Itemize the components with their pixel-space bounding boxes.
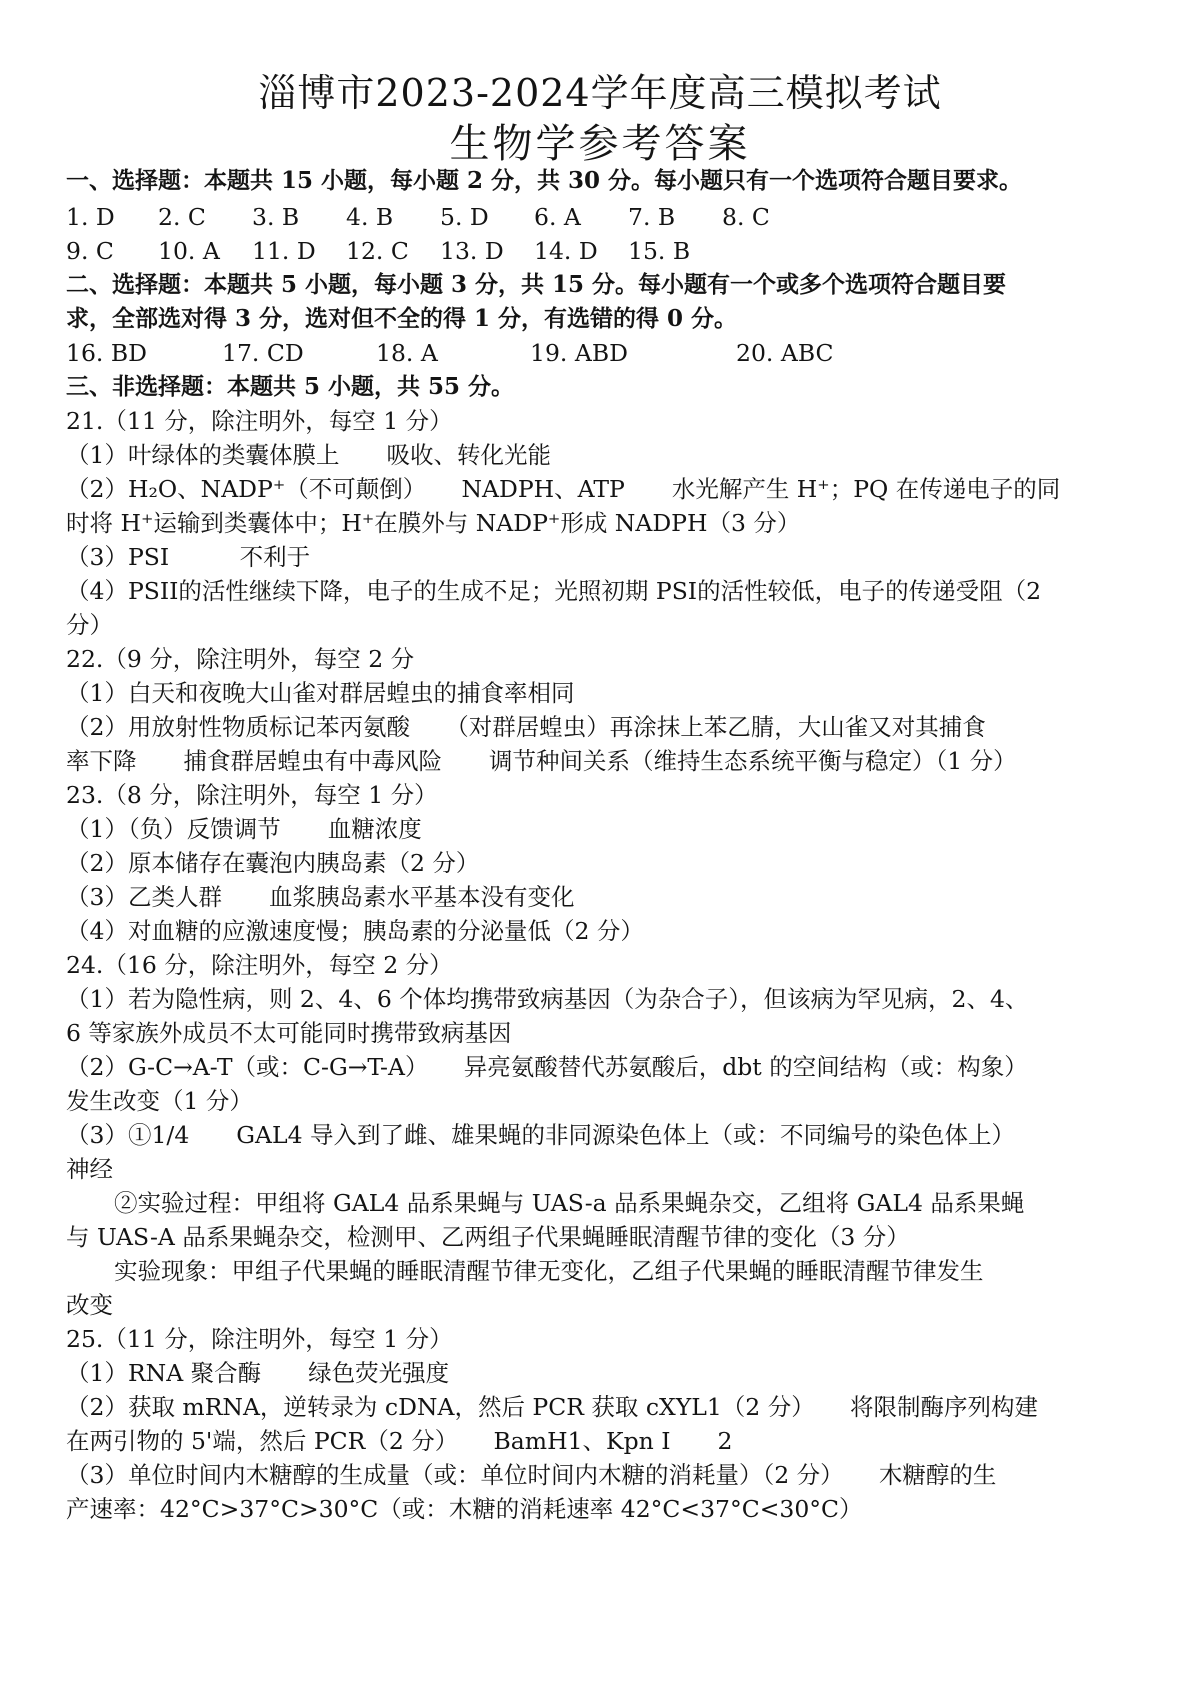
answer-item: 8. C [722,203,770,231]
q24-part1-cont: 6 等家族外成员不太可能同时携带致病基因 [66,1019,512,1047]
q21-part1: （1）叶绿体的类囊体膜上 吸收、转化光能 [66,441,551,469]
section2-heading-line2: 求，全部选对得 3 分，选对但不全的得 1 分，有选错的得 0 分。 [66,305,738,332]
section2-heading-line1: 二、选择题：本题共 5 小题，每小题 3 分，共 15 分。每小题有一个或多个选项符合题目要 [66,271,1007,298]
q24-part3: （3）①1/4 GAL4 导入到了雌、雄果蝇的非同源染色体上（或：不同编号的染色体上） [66,1121,1016,1149]
section3-heading: 三、非选择题：本题共 5 小题，共 55 分。 [66,373,515,400]
answer-item: 19. ABD [530,339,628,367]
page-title: 淄博市2023-2024学年度高三模拟考试 [258,71,942,115]
answer-item: 9. C [66,237,114,265]
q21-part2-cont: 时将 H⁺运输到类囊体中；H⁺在膜外与 NADP⁺形成 NADPH（3 分） [66,509,801,537]
q21-part3: （3）PSI 不利于 [66,543,311,571]
answer-item: 2. C [158,203,206,231]
answer-item: 3. B [252,203,300,231]
q24-header: 24.（16 分，除注明外，每空 2 分） [66,951,453,979]
q23-part3: （3）乙类人群 血浆胰岛素水平基本没有变化 [66,883,575,911]
answer-item: 10. A [158,237,220,265]
answer-item: 13. D [440,237,504,265]
q24-experiment-result: 实验现象：甲组子代果蝇的睡眠清醒节律无变化，乙组子代果蝇的睡眠清醒节律发生 [114,1257,984,1285]
q24-experiment-result-cont: 改变 [66,1291,113,1319]
q25-part3: （3）单位时间内木糖醇的生成量（或：单位时间内木糖的消耗量）（2 分） 木糖醇的生 [66,1461,997,1489]
page-subtitle: 生物学参考答案 [449,121,751,167]
q25-header: 25.（11 分，除注明外，每空 1 分） [66,1325,453,1353]
answer-item: 20. ABC [736,339,834,367]
answer-item: 18. A [376,339,438,367]
answer-item: 6. A [534,203,581,231]
q24-part2-cont: 发生改变（1 分） [66,1087,253,1115]
q24-experiment-process-cont: 与 UAS-A 品系果蝇杂交，检测甲、乙两组子代果蝇睡眠清醒节律的变化（3 分） [66,1223,910,1251]
q22-part2-cont: 率下降 捕食群居蝗虫有中毒风险 调节种间关系（维持生态系统平衡与稳定）（1 分） [66,747,1017,775]
q21-part4-cont: 分） [66,611,113,639]
answer-item: 1. D [66,203,115,231]
q21-part4: （4）PSII的活性继续下降，电子的生成不足；光照初期 PSI的活性较低，电子的传递受阻（2 [66,577,1042,605]
answer-item: 5. D [440,203,489,231]
q25-part2: （2）获取 mRNA，逆转录为 cDNA，然后 PCR 获取 cXYL1（2 分） 将限制酶序列构建 [66,1393,1038,1421]
q24-experiment-process: ②实验过程：甲组将 GAL4 品系果蝇与 UAS-a 品系果蝇杂交，乙组将 GAL4 品系果蝇 [114,1189,1025,1217]
q24-part3-cont: 神经 [66,1155,113,1183]
q23-part4: （4）对血糖的应激速度慢；胰岛素的分泌量低（2 分） [66,917,644,945]
answer-item: 14. D [534,237,598,265]
q25-part3-cont: 产速率：42°C>37°C>30°C（或：木糖的消耗速率 42°C<37°C<30°C） [66,1495,863,1523]
answer-item: 12. C [346,237,409,265]
q22-part2: （2）用放射性物质标记苯丙氨酸 （对群居蝗虫）再涂抹上苯乙腈，大山雀又对其捕食 [66,713,986,741]
q21-header: 21.（11 分，除注明外，每空 1 分） [66,407,453,435]
answer-item: 11. D [252,237,316,265]
q25-part1: （1）RNA 聚合酶 绿色荧光强度 [66,1359,450,1387]
answer-item: 17. CD [222,339,304,367]
answer-item: 16. BD [66,339,147,367]
answer-item: 15. B [628,237,691,265]
q21-part2: （2）H₂O、NADP⁺（不可颠倒） NADPH、ATP 水光解产生 H⁺；PQ 在传递电子的同 [66,475,1061,503]
q22-part1: （1）白天和夜晚大山雀对群居蝗虫的捕食率相同 [66,679,575,707]
answer-item: 4. B [346,203,394,231]
q24-part1: （1）若为隐性病，则 2、4、6 个体均携带致病基因（为杂合子），但该病为罕见病，2、4、 [66,985,1029,1013]
q23-part2: （2）原本储存在囊泡内胰岛素（2 分） [66,849,480,877]
q22-header: 22.（9 分，除注明外，每空 2 分 [66,645,415,673]
q24-part2: （2）G-C→A-T（或：C-G→T-A） 异亮氨酸替代苏氨酸后，dbt 的空间结构（或：构象） [66,1053,1028,1081]
q23-header: 23.（8 分，除注明外，每空 1 分） [66,781,438,809]
q25-part2-cont: 在两引物的 5'端，然后 PCR（2 分） BamH1、Kpn I 2 [66,1427,733,1455]
section1-heading: 一、选择题：本题共 15 小题，每小题 2 分，共 30 分。每小题只有一个选项符合题目要求。 [66,167,1023,194]
q23-part1: （1）（负）反馈调节 血糖浓度 [66,815,422,843]
answer-item: 7. B [628,203,676,231]
